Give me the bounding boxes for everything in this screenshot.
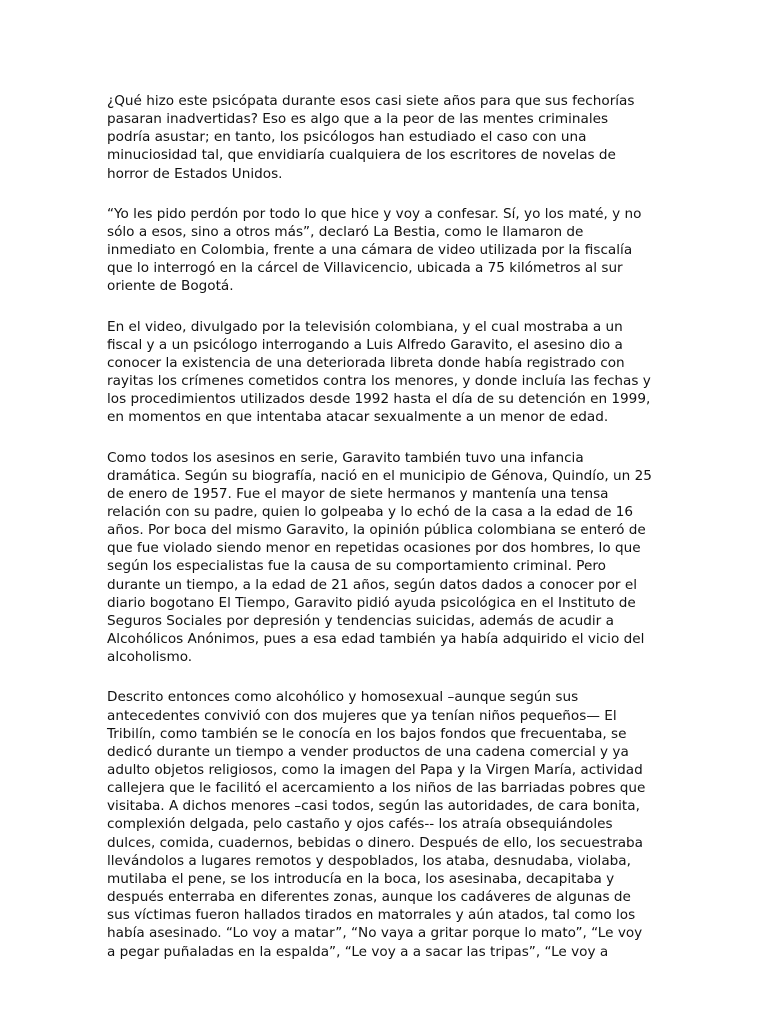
text-line: los procedimientos utilizados desde 1992 hasta el día de su detención en 1999, (107, 391, 651, 408)
text-line: minuciosidad tal, que envidiaría cualquiera de los escritores de novelas de (107, 147, 616, 164)
text-line: Descrito entonces como alcohólico y homosexual –aunque según sus (107, 689, 579, 706)
text-line: fiscal y a un psicólogo interrogando a Luis Alfredo Garavito, el asesino dio a (107, 336, 623, 353)
text-line: que lo interrogó en la cárcel de Villavicencio, ubicada a 75 kilómetros al sur (107, 260, 623, 277)
text-line: diario bogotano El Tiempo, Garavito pidió ayuda psicológica en el Instituto de (107, 594, 636, 611)
text-line: callejera que le facilitó el acercamiento a los niños de las barriadas pobres que (107, 780, 646, 797)
text-line: adulto objetos religiosos, como la imagen del Papa y la Virgen María, actividad (107, 762, 643, 778)
paragraph-childhood (107, 449, 668, 667)
text-line: según los especialistas fue la causa de su comportamiento criminal. Pero (107, 558, 606, 575)
text-line: complexión delgada, pelo castaño y ojos cafés-- los atraía obsequiándoles (107, 816, 613, 833)
text-line: había asesinado. “Lo voy a matar”, “No vaya a gritar porque lo mato”, “Le voy (107, 925, 643, 942)
paragraph-intro (107, 92, 668, 183)
text-line: mutilaba el pene, se los introducía en la boca, los asesinaba, decapitaba y (107, 870, 615, 887)
text-line: podría asustar; en tanto, los psicólogos han estudiado el caso con una (107, 129, 587, 146)
text-line: años. Por boca del mismo Garavito, la opinión pública colombiana se enteró de (107, 522, 646, 539)
text-line: durante un tiempo, a la edad de 21 años, según datos dados a conocer por el (107, 576, 637, 593)
text-line: alcoholismo. (107, 649, 193, 666)
paragraph-video (107, 318, 668, 427)
text-line: en momentos en que intentaba atacar sexualmente a un menor de edad. (107, 409, 609, 426)
text-line: inmediato en Colombia, frente a una cámara de video utilizada por la fiscalía (107, 242, 633, 259)
text-line: pasaran inadvertidas? Eso es algo que a la peor de las mentes criminales (107, 111, 609, 128)
text-line: antecedentes convivió con dos mujeres que ya tenían niños pequeños— El (107, 707, 617, 724)
text-line: dedicó durante un tiempo a vender productos de una cadena comercial y ya (107, 743, 629, 760)
text-line: ¿Qué hizo este psicópata durante esos casi siete años para que sus fechorías (107, 93, 635, 109)
text-line: conocer la existencia de una deteriorada libreta donde había registrado con (107, 354, 625, 371)
text-line: Como todos los asesinos en serie, Garavito también tuvo una infancia (107, 449, 584, 466)
text-line: horror de Estados Unidos. (107, 165, 283, 182)
text-line: de enero de 1957. Fue el mayor de siete hermanos y mantenía una tensa (107, 485, 609, 502)
text-line: Seguros Sociales por depresión y tendencias suicidas, además de acudir a (107, 612, 614, 629)
text-line: oriente de Bogotá. (107, 278, 234, 295)
text-line: sus víctimas fueron hallados tirados en matorrales y aún atados, tal como los (107, 907, 636, 924)
text-line: sólo a esos, sino a otros más”, declaró La Bestia, como le llamaron de (107, 223, 584, 240)
paragraph-quote (107, 205, 668, 296)
text-line: dulces, comida, cuadernos, bebidas o dinero. Después de ello, los secuestraba (107, 834, 644, 851)
text-line: visitaba. A dichos menores –casi todos, según las autoridades, de cara bonita, (107, 798, 640, 815)
text-line: llevándolos a lugares remotos y despoblados, los ataba, desnudaba, violaba, (107, 852, 631, 869)
paragraph-description (107, 688, 668, 960)
text-line: a pegar puñaladas en la espalda”, “Le voy a a sacar las tripas”, “Le voy a (107, 943, 609, 960)
text-line: “Yo les pido perdón por todo lo que hice y voy a confesar. Sí, yo los maté, y no (107, 205, 642, 222)
text-line: después enterraba en diferentes zonas, aunque los cadáveres de algunas de (107, 889, 631, 906)
text-line: En el video, divulgado por la televisión colombiana, y el cual mostraba a un (107, 318, 623, 335)
text-line: Alcohólicos Anónimos, pues a esa edad también ya había adquirido el vicio del (107, 631, 645, 648)
text-line: que fue violado siendo menor en repetidas ocasiones por dos hombres, lo que (107, 540, 641, 557)
text-line: rayitas los crímenes cometidos contra los menores, y donde incluía las fechas y (107, 373, 651, 390)
text-line: dramática. Según su biografía, nació en el municipio de Génova, Quindío, un 25 (107, 467, 652, 484)
text-line: relación con su padre, quien lo golpeaba y lo echó de la casa a la edad de 16 (107, 503, 634, 520)
text-line: Tribilín, como también se le conocía en los bajos fondos que frecuentaba, se (107, 725, 627, 742)
